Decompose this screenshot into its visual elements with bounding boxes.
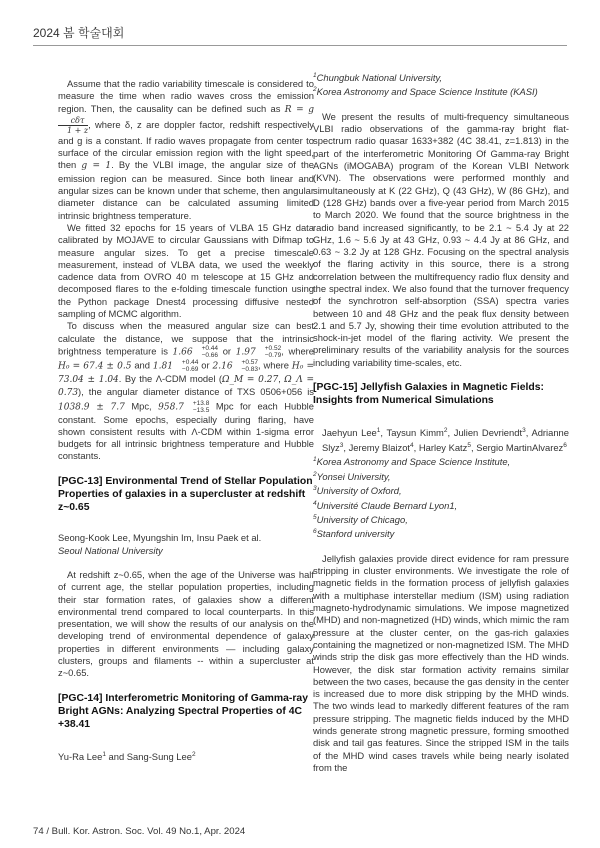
pgc12-paragraph-1	[58, 78, 314, 222]
pgc14-abstract: We present the results of multi-frequency simultaneous VLBI radio observations of the gamma-ray bright flat-spectrum radio quasar 1633+382 (4C 38.41, z=1.813) in the part of the interferometric Monitoring Of Gamma-ray Bright AGNs (iMOGABA) program of the Korean VLBI Network (KVN). The observations were performed monthly and simultaneously at K (22 GHz), Q (43 GHz), W (86 GHz), and D (128 GHz) bands over a five-year period from March 2015 to March 2020. We found that the source brightness in the radio band increased significantly, to be 2.1 ~ 5.4 Jy at 22 GHz, 1.6 ~ 5.6 Jy at 43 GHz, 0.93 ~ 4.4 Jy at 86 GHz, and 0.63 ~ 3.2 Jy at 128 GHz. Focusing on the spectral analysis of the flaring activity in this source, there is a strong correlation between the multifrequency radio flux density and the spectral index. We also found that the turnover frequency of the synchrotron self-absorption (SSA) spectra varies between 10 and 48 GHz and the peak flux density between 2.1 and 5.7 Jy, showing their time evolution attributed to the shock-in-jet model of the flaring activity. We present the preliminary results of the variability analysis for the sources including variability time-scales, etc.	[313, 110, 569, 368]
author-name: Harley Katz	[418, 442, 468, 454]
omega-lambda: Ω_Λ = 0.73	[58, 374, 314, 399]
h0-value: H₀ = 73.04 ± 1.04	[58, 361, 315, 385]
author-name: Sergio MartinAlvarez	[476, 442, 564, 454]
distance-value: 958.7	[158, 402, 184, 413]
tb-error	[193, 345, 218, 359]
tb-value: 2.16	[212, 361, 233, 372]
author-name: Adrianne Slyz	[322, 427, 569, 454]
text-span: and	[134, 359, 150, 371]
pgc15-abstract: Jellyfish galaxies provide direct evidence for ram pressure stripping in cluster environments. We investigate the role of magnetic fields in the formation process of jellyfish galaxies with a multiphase interstellar medium (ISM) using radiation magneto-hydrodynamic simulations. We impose magnetized (MHD) and non-magnetized (HD) winds, which mimic the ram pressure at the cluster center, on the gas-rich galaxies containing the magnetized or non-magnetized ISM. The MHD winds strip the disk gas more effectively than the HD winds. However, the disk star formation activity remains similar between the two cases, because the gas density in the center is increased due to more disk stripping by the MHD winds. The two winds lead to markedly different features of the ram pressure stripping. The magnetic fields induced by the MHD winds generate strong magnetic pressure, forming smoothed disk and tail gas features. Since the stripped ISM in the tails of the MHD wind cases travels while being nearly isolated from the	[313, 552, 569, 773]
left-column	[58, 78, 314, 764]
affil-sup: 4	[313, 499, 317, 507]
tb-error	[233, 359, 258, 373]
page-header	[0, 0, 600, 46]
error-low: −13.5	[192, 406, 210, 414]
tb-value: 1.81	[152, 361, 173, 372]
header-rule	[33, 45, 567, 46]
text-span: To discuss when the measured angular size can best calculate the distance, we suppose that the intrinsic brightness temperature is	[58, 320, 314, 357]
pgc14-affiliation-2	[313, 84, 569, 98]
formula-fraction	[58, 116, 88, 135]
omega-m: Ω_M = 0.27	[222, 374, 279, 385]
header-title: 2024 봄 학술대회	[33, 26, 125, 40]
text-span: , where	[281, 345, 314, 357]
formula-r: R = g	[284, 104, 314, 115]
author-sup: 1	[376, 427, 381, 435]
text-span: or	[222, 345, 232, 357]
text-span: Assume that the radio variability timescale is considered to measure the time when radio waves cross the emission region. Then, the causality can be defined such as	[58, 78, 314, 114]
author-name: Yu-Ra Lee	[58, 751, 103, 763]
affil-sup: 6	[313, 528, 317, 536]
author-name: Julien Devriendt	[453, 427, 523, 439]
pgc12-paragraph-2: We fitted 32 epochs for 15 years of VLBA 15 GHz data calibrated by MOJAVE to circular Gaussians with Difmap to measure angular sizes. To get a precise timescale measurement, instead of VLBA data, we used the weekly cadence data from OVRO 40 m telescope at 15 GHz and decomposed flares to the e-folding timescale function using the Python package Dnest4 processing diffusive nested sampling of MCMC algorithm.	[58, 221, 314, 320]
pgc13-authors: Seong-Kook Lee, Myungshin Im, Insu Paek et al.	[58, 532, 262, 544]
tb-error	[256, 345, 281, 359]
text-span: , where δ, z are doppler factor, redshift respectively and g is a constant. If radio waves propagate from center to surface of the circular emission region with the light speed, then	[58, 118, 314, 171]
error-low: −0.79	[264, 351, 282, 359]
author-sup: 6	[563, 441, 567, 449]
pgc15-affiliation-5	[313, 512, 569, 526]
fraction-numerator: cδτ	[58, 116, 88, 126]
text-span: Mpc,	[131, 400, 152, 412]
text-span: or	[201, 359, 210, 371]
author-sup: 3	[339, 441, 344, 449]
text-span: ), the angular diameter distance of TXS 0506+056 is	[78, 386, 314, 398]
pgc15-affiliation-1	[313, 454, 569, 468]
affil-name: Université Claude Bernard Lyon1,	[316, 499, 458, 511]
affil-name: University of Chicago,	[316, 514, 408, 526]
affil-sup: 1	[313, 456, 317, 464]
author-sup: 2	[443, 427, 448, 435]
text-span: . By the Λ-CDM model (	[118, 372, 223, 384]
error-low: −0.69	[181, 365, 199, 373]
affil-sup: 2	[313, 86, 317, 94]
error-low: −0.66	[201, 351, 219, 359]
text-span: , where	[258, 359, 290, 371]
right-column	[313, 70, 569, 774]
tb-value: 1.97	[235, 347, 256, 358]
author-name: Taysun Kimm	[386, 427, 444, 439]
h0-value: H₀ = 67.4 ± 0.5	[58, 361, 132, 372]
distance-error	[184, 400, 209, 414]
affil-name: Korea Astronomy and Space Science Institute (KASI)	[316, 86, 538, 98]
pgc15-affiliation-3	[313, 483, 569, 497]
error-up: +0.52	[264, 344, 282, 352]
affil-name: Yonsei University,	[316, 470, 391, 482]
author-sup: 5	[467, 441, 471, 449]
author-name: Jeremy Blaizot	[348, 442, 411, 454]
pgc13-abstract: At redshift z~0.65, when the age of the Universe was half of current age, the stellar population properties, including their star formation rates, of galaxies show a different environmental trend compared to local counterparts. In this presentation, we will show the results of our analysis on the developing trend of environmental dependence of galaxy properties in different environments — including galaxy clusters, groups and filaments -- within a supercluster at z~0.65.	[58, 568, 314, 679]
author-name: Jaehyun Lee	[322, 427, 377, 439]
distance-value: 1038.9 ± 7.7	[58, 402, 125, 413]
error-up: +0.44	[181, 358, 199, 366]
author-sup: 1	[102, 751, 106, 759]
affil-name: Korea Astronomy and Space Science Institute,	[316, 456, 511, 468]
pgc15-authors: Jaehyun Lee$^1$, Taysun Kimm$^2$, Julien Devriendt$^3$, Adrianne Slyz$^3$, Jeremy Blaizot$^4$, Harley Katz$^5$, Sergio MartinAlvarez$^6$	[322, 427, 569, 454]
author-sup: 4	[410, 441, 414, 449]
text-span: Mpc for each Hubble constant. Some epochs, especially during flaring, have shown consistent results with Λ-CDM within 1-sigma error budgets for all intrinsic brightness temperature and Hubble constants.	[58, 400, 314, 462]
pgc15-affiliation-6	[313, 526, 569, 540]
pgc12-paragraph-3: To discuss when the measured angular size can best calculate the distance, we suppose that the intrinsic brightness temperature is 1.66 +0.44 −0.66 or 1.97 +0.52 −0.79 , where H₀ = 67.4 ± 0.5 and 1.81 +0.44 −0.69 or 2.16 +0.57 −0.83 , where H₀ = 73.04 ± 1.04. By the Λ-CDM model (Ω_M = 0.27, Ω_Λ = 0.73), the angular diameter distance of TXS 0506+056 is 1038.9 ± 7.7 Mpc, 958.7 +13.8 −13.5 Mpc for each Hubble constant. Some epochs, especially during flaring, have shown consistent results with Λ-CDM within 1-sigma error budgets for all intrinsic brightness temperature and Hubble constants.	[58, 320, 315, 462]
formula-g: g = 1	[81, 161, 112, 172]
pgc14-authors	[58, 749, 314, 763]
page-footer: 74 / Bull. Kor. Astron. Soc. Vol. 49 No.1, Apr. 2024	[33, 826, 246, 837]
affil-name: Stanford university	[316, 528, 395, 540]
affil-name: Chungbuk National University,	[316, 72, 443, 84]
pgc14-affiliation-1	[313, 70, 569, 84]
pgc13-affiliation: Seoul National University	[58, 544, 163, 556]
author-sup: 2	[191, 751, 196, 759]
pgc15-title: [PGC-15] Jellyfish Galaxies in Magnetic Fields: Insights from Numerical Simulations	[313, 382, 544, 407]
pgc14-title: [PGC-14] Interferometric Monitoring of Gamma-ray Bright AGNs: Analyzing Spectral Properties of 4C +38.41	[58, 692, 308, 730]
tb-value: 1.66	[172, 347, 193, 358]
pgc15-affiliation-2	[313, 469, 569, 483]
affil-sup: 3	[313, 485, 317, 493]
error-up: +0.57	[241, 358, 258, 366]
pgc13-title: [PGC-13] Environmental Trend of Stellar Population Properties of galaxies in a supercluster at redshift z~0.65	[58, 475, 313, 514]
affil-sup: 1	[313, 72, 317, 79]
affil-sup: 5	[313, 514, 317, 522]
author-sup: 3	[522, 427, 526, 435]
tb-error	[173, 359, 198, 373]
affil-name: University of Oxford,	[316, 485, 402, 497]
author-name: and Sang-Sung Lee	[108, 751, 192, 763]
error-up: +0.44	[201, 344, 219, 352]
affil-sup: 2	[313, 470, 317, 478]
fraction-denominator: 1 + z	[67, 125, 89, 135]
pgc15-affiliation-4	[313, 498, 569, 512]
error-up: +13.8	[192, 399, 210, 407]
error-low: −0.83	[241, 365, 258, 373]
text-span: . By the VLBI image, the angular size of the emission region can be measured. Since both linear and angular sizes can be known under that scheme, then angular diameter distance can be calculated assuming limited intrinsic brightness temperature.	[58, 159, 315, 221]
